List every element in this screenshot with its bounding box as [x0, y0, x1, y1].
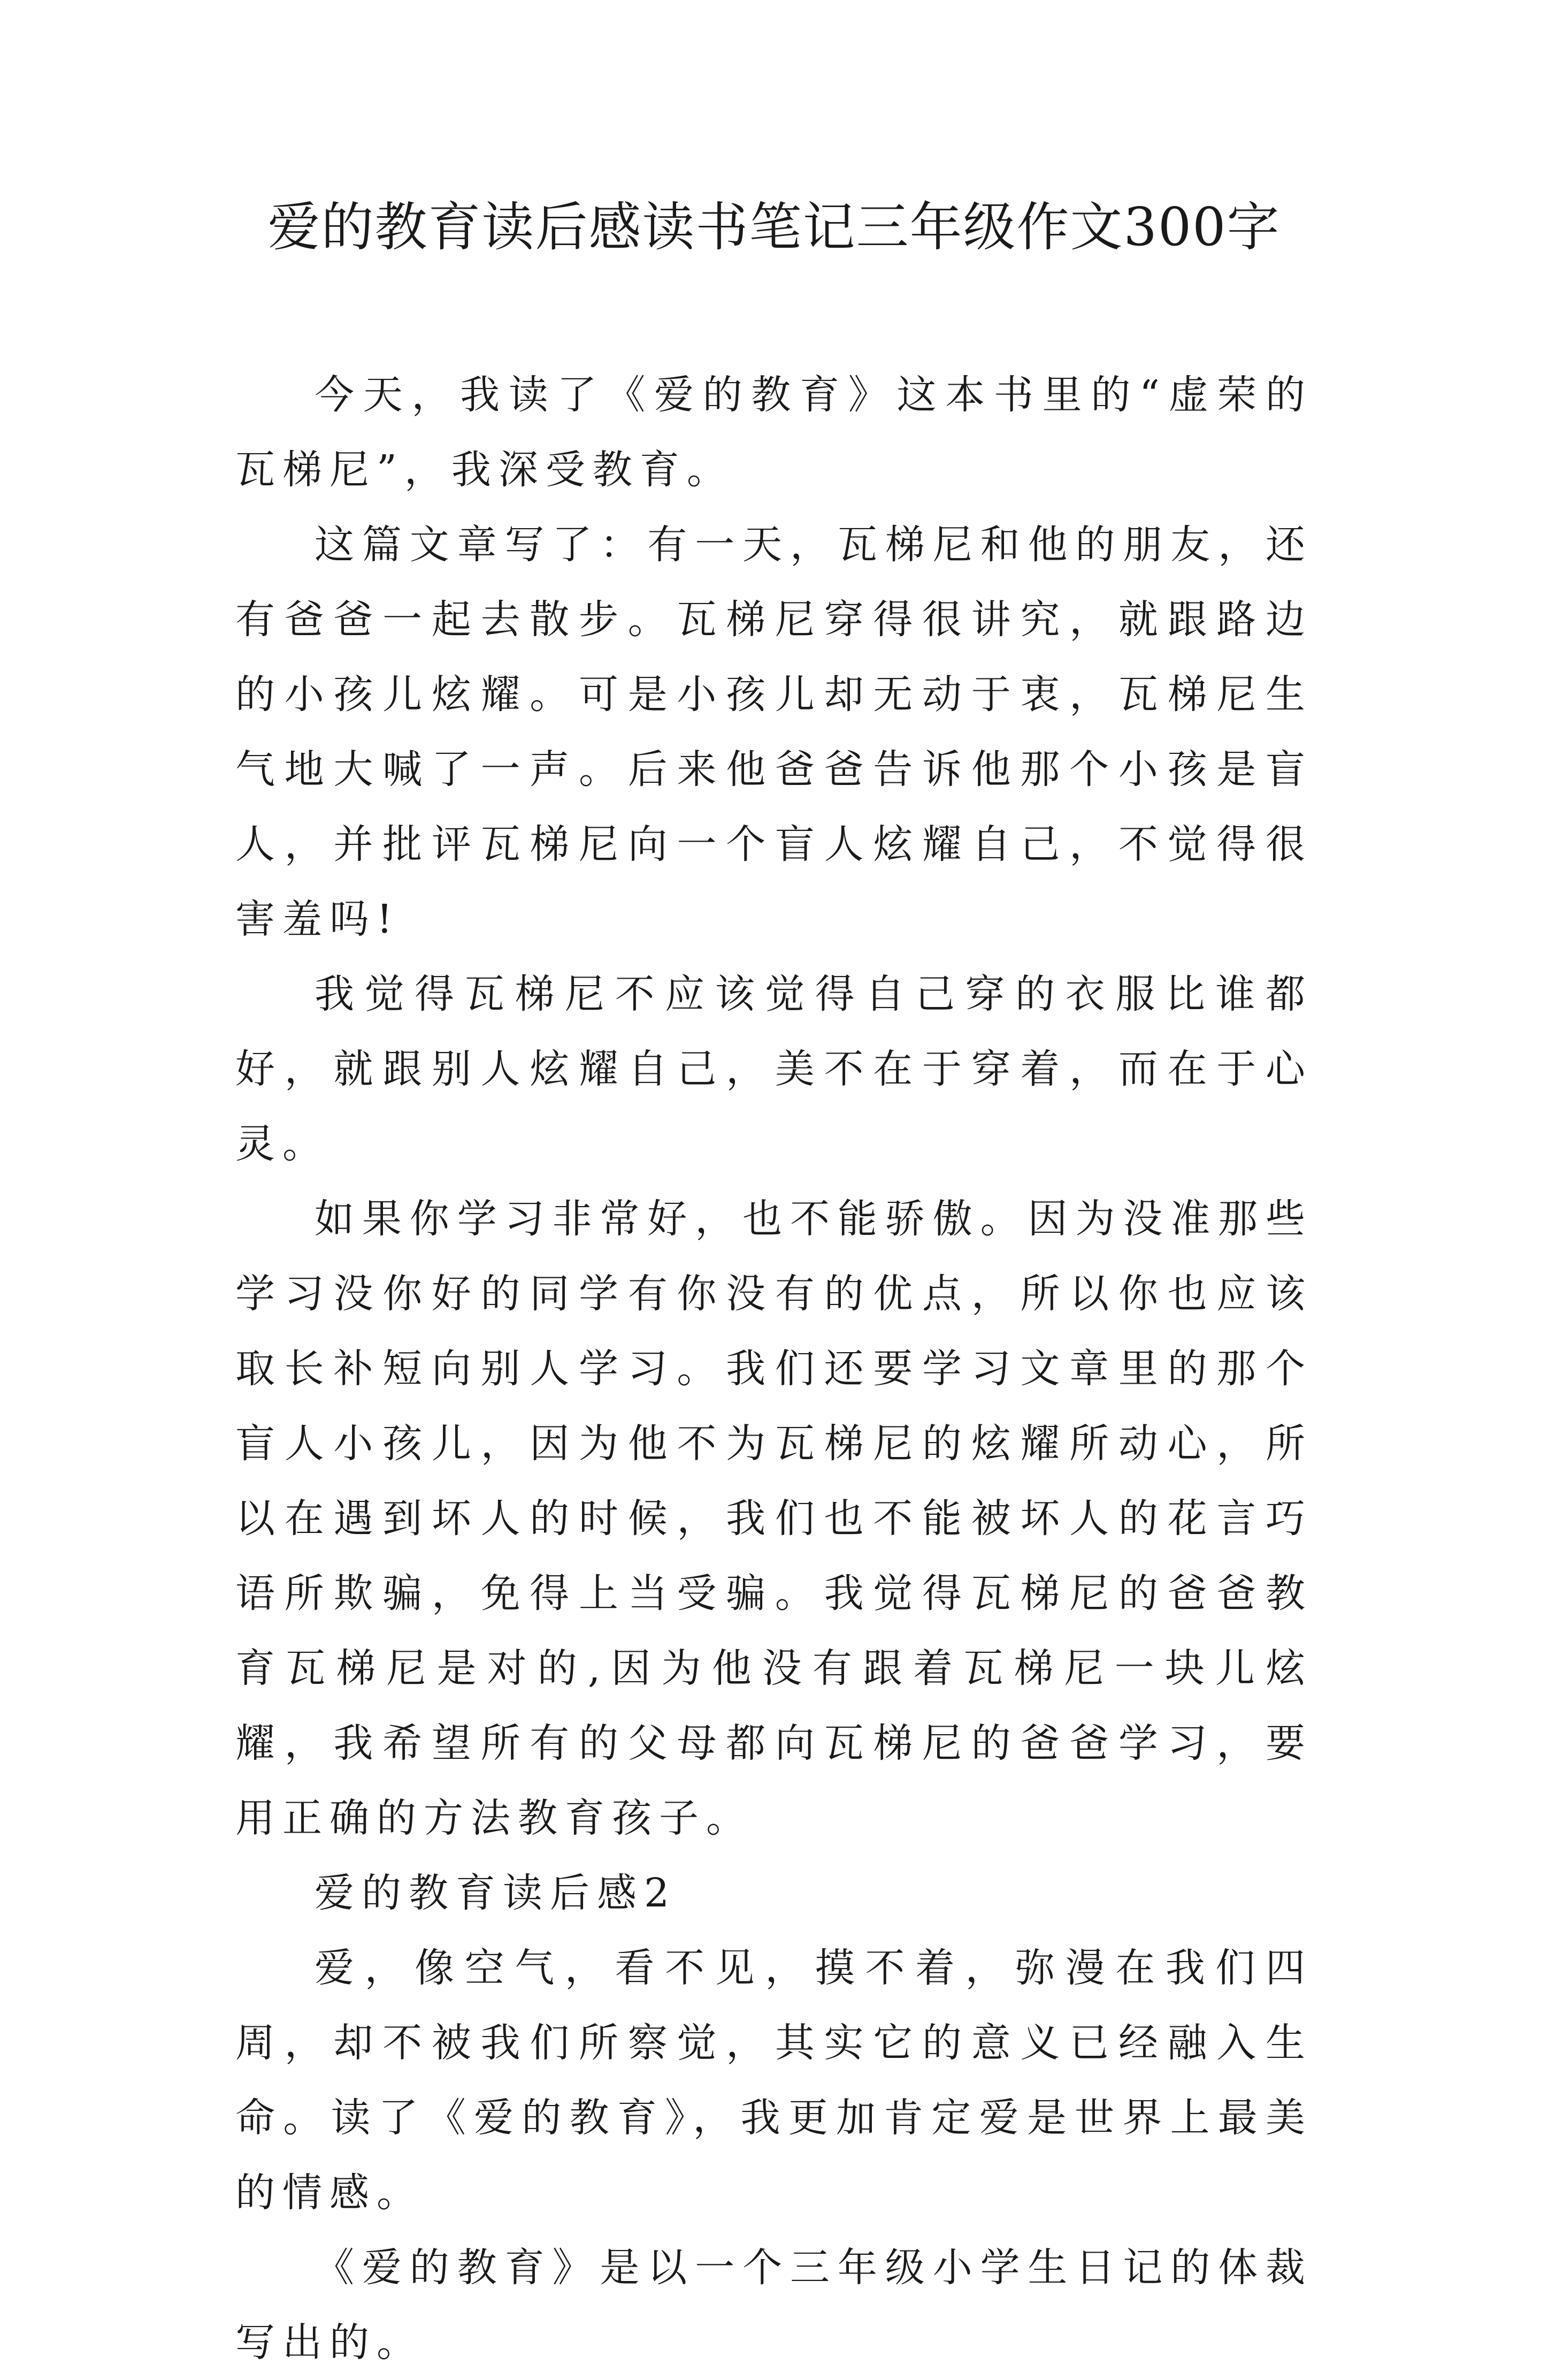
paragraph-lesson: 如果你学习非常好，也不能骄傲。因为没准那些学习没你好的同学有你没有的优点，所以你也应该取长补短向别人学习。我们还要学习文章里的那个盲人小孩儿，因为他不为瓦梯尼的炫耀所动心，所以在遇到坏人的时候，我们也不能被坏人的花言巧语所欺骗，免得上当受骗。我觉得瓦梯尼的爸爸教育瓦梯尼是对的,因为他没有跟着瓦梯尼一块儿炫耀，我希望所有的父母都向瓦梯尼的爸爸学习，要用正确的方法教育孩子。	[235, 1196, 1313, 1841]
document-title: 爱的教育读后感读书笔记三年级作文300字	[267, 197, 1281, 258]
paragraph-opinion: 我觉得瓦梯尼不应该觉得自己穿的衣服比谁都好，就跟别人炫耀自己，美不在于穿着，而在于心灵。	[235, 971, 1313, 1167]
paragraph-intro: 今天，我读了《爱的教育》这本书里的“虚荣的瓦梯尼”，我深受教育。	[235, 372, 1313, 493]
paragraph-essay-2-book: 《爱的教育》是以一个三年级小学生日记的体裁写出的。	[235, 2245, 1313, 2366]
paragraph-story-summary: 这篇文章写了：有一天，瓦梯尼和他的朋友，还有爸爸一起去散步。瓦梯尼穿得很讲究，就跟路边的小孩儿炫耀。可是小孩儿却无动于衷，瓦梯尼生气地大喊了一声。后来他爸爸告诉他那个小孩是盲人，并批评瓦梯尼向一个盲人炫耀自己，不觉得很害羞吗!	[235, 522, 1313, 942]
paragraph-essay-2-intro: 爱，像空气，看不见，摸不着，弥漫在我们四周，却不被我们所察觉，其实它的意义已经融入生命。读了《爱的教育》，我更加肯定爱是世界上最美的情感。	[235, 1945, 1313, 2216]
document-body	[235, 357, 1313, 2380]
section-heading-essay-2: 爱的教育读后感2	[315, 1870, 677, 1916]
